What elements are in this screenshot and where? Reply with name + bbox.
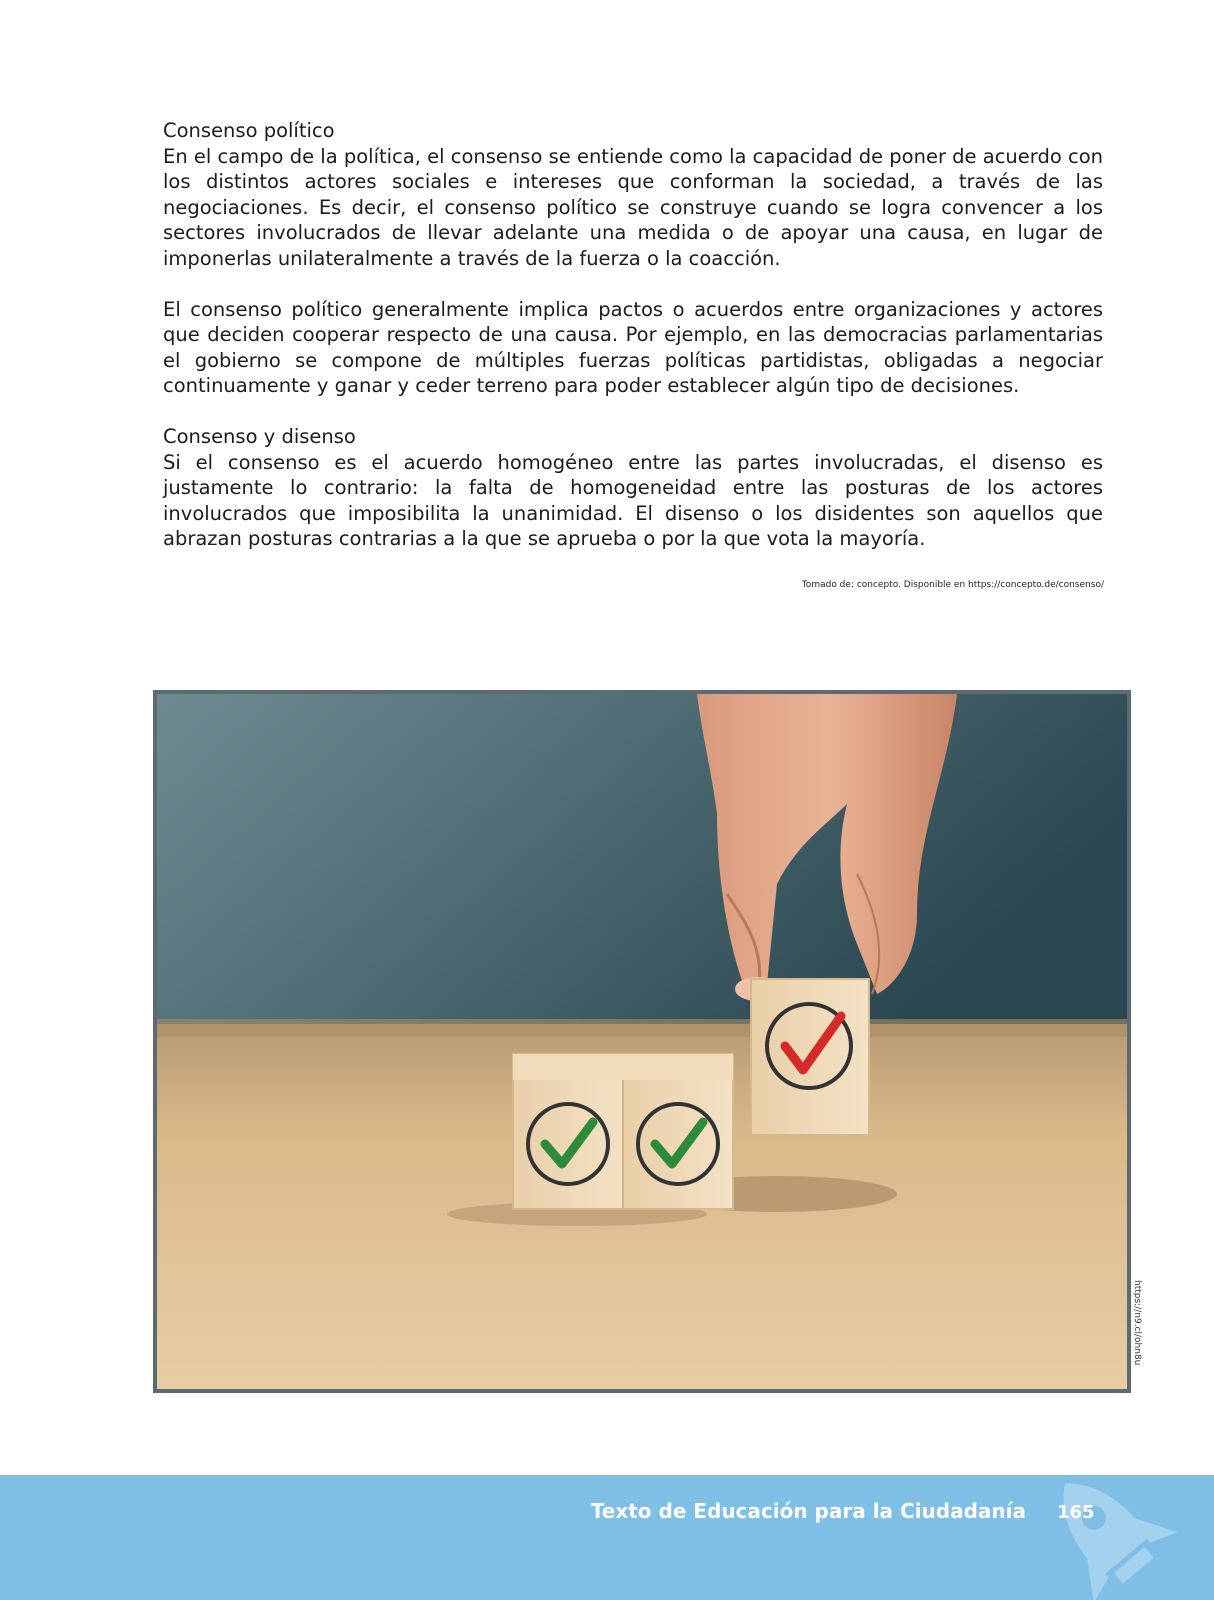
paragraph-disenso: Si el consenso es el acuerdo homogéneo entre las partes involucradas, el disenso es justamente lo contrario: la falta de homogeneidad entre las posturas de los actores involucrados que imposibilita la unanimidad. El disenso o los disidentes son aquellos que abrazan posturas contrarias a la que se aprueba o por la que vota la mayoría. — [163, 450, 1103, 551]
paragraph-consenso-politico: En el campo de la política, el consenso se entiende como la capacidad de poner de acuerdo con los distintos actores sociales e intereses que conforman la sociedad, a través de las negociaciones. Es decir, el consenso político se construye cuando se logra convencer a los sectores involucrados de llevar adelante una medida o de apoyar una causa, en lugar de imponerlas unilateralmente a través de la fuerza o la coacción. — [163, 144, 1103, 270]
photo-checkmark-blocks — [153, 690, 1131, 1393]
page-footer — [0, 1475, 1214, 1600]
page-number: 165 — [1057, 1502, 1095, 1523]
heading-consenso-politico: Consenso político — [163, 119, 335, 142]
book-title: Texto de Educación para la Ciudadanía — [590, 1499, 1026, 1523]
source-citation: Tomado de: concepto. Disponible en https://concepto.de/consenso/ — [801, 580, 1104, 590]
main-text — [163, 118, 1103, 552]
heading-consenso-y-disenso: Consenso y disenso — [163, 424, 356, 448]
paragraph-pactos: El consenso político generalmente implica pactos o acuerdos entre organizaciones y actores que deciden cooperar respecto de una causa. Por ejemplo, en las democracias parlamentarias el gobierno se compone de múltiples fuerzas políticas partidistas, obligadas a negociar continuamente y ganar y ceder terreno para poder establecer algún tipo de decisiones. — [163, 297, 1103, 398]
photo-credit: https://n9.cl/ohn8u — [1132, 1280, 1142, 1366]
rocket-icon — [1025, 1475, 1195, 1600]
